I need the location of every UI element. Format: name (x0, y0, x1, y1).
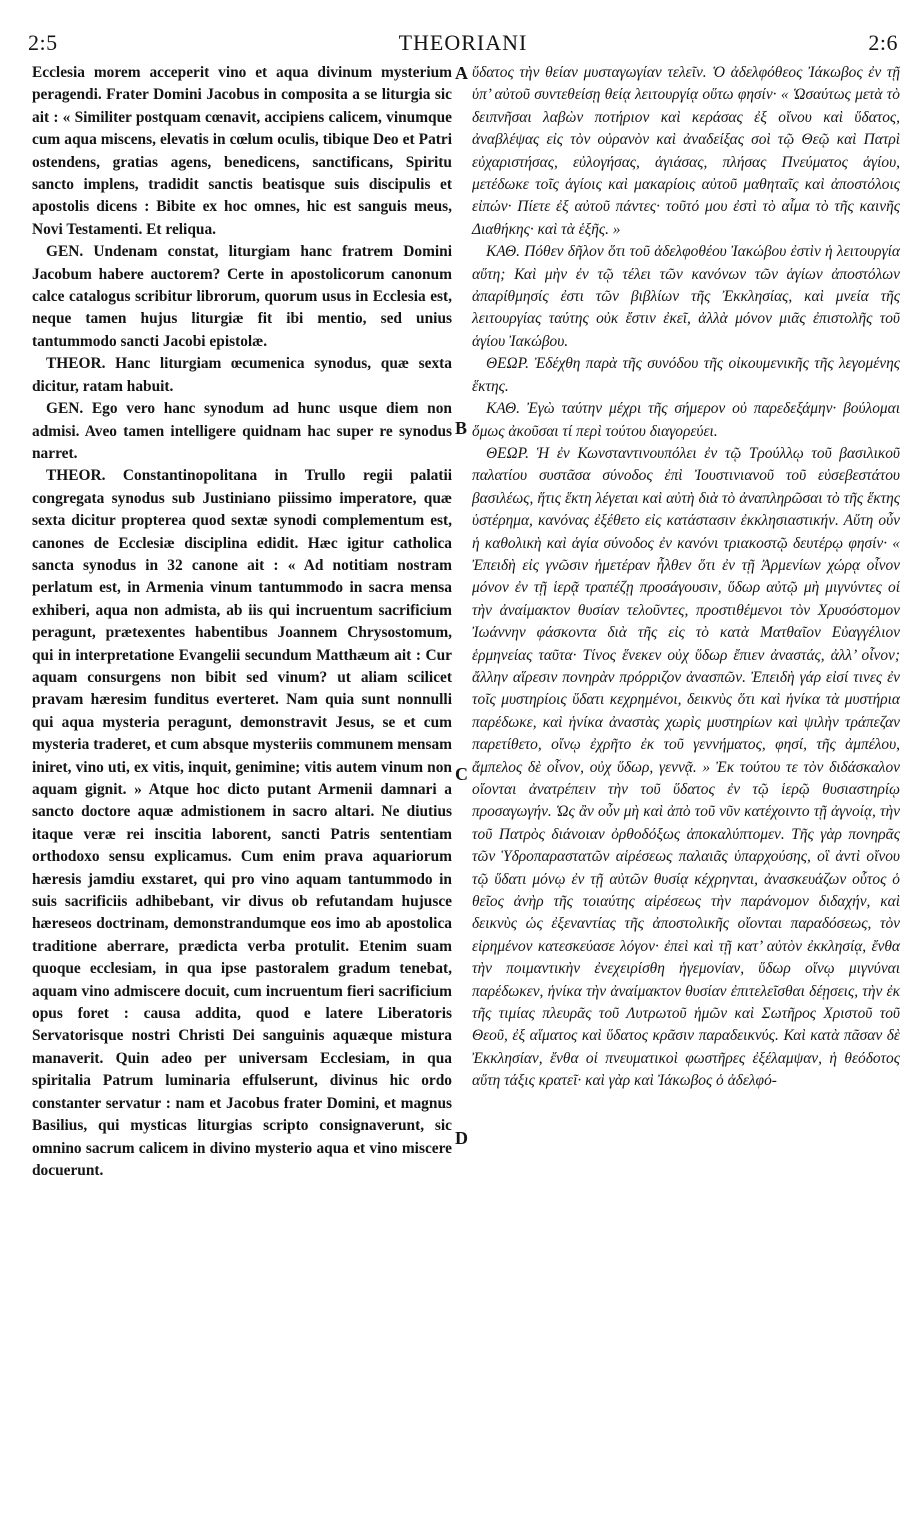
greek-paragraph: ΘΕΩΡ. Ἐδέχθη παρὰ τῆς συνόδου τῆς οἰκουμενικῆς τῆς λεγομένης ἕκτης. (472, 355, 900, 395)
running-title: THEORIANI (398, 30, 528, 55)
latin-paragraph: THEOR. Constantinopolitana in Trullo regii palatii congregata synodus sub Justiniano piissimo imperatore, quæ sexta dicitur propterea quod sextæ synodi complementum est, canones de Ecclesiæ disciplina edidit. Hæc igitur catholica sancta synodus in 32 canone ait : « Ad notitiam nostram perlatum est, in Armenia vinum tantummodo in sacra mensa exhiberi, aqua non admista, ab iis qui incruentum sacrificium peragunt, prætexentes habentibus Joannem Chrysostomum, qui in interpretatione Evangelii secundum Matthæum ait : Cur aquam consurgens non bibit sed vinum? ut aliam scilicet pravam hæresim funditus everteret. Nam quia sunt nonnulli qui aqua mysteria peragunt, demonstravit Jesus, se et cum mysteria traderet, et cum absque mysteriis communem mensam iniret, vino uti, ex vitis, inquit, genimine; vitis autem vinum non aquam gignit. » Atque hoc dicto putant Armenii damnari a sancto doctore aquæ admistionem in sacro altari. Ne diutius itaque veræ rei inscitia laborent, sancti Patris sententiam orthodoxo sensu explicamus. Cum enim prava aquariorum hæresis jamdiu exstaret, qui pro vino aquam tantummodo in suis sacrificiis adhibebant, vir divus ob refutandam hujusce hæreseos doctrinam, demonstrandumque eos imo ab apostolica traditione aberrare, prædicta verba protulit. Etenim suam quoque ecclesiam, in qua ipse pastoralem gradum tenebat, aquam vino admiscere docuit, cum incruentum fieri sacrificium opus foret : causa addita, quod e latere Liberatoris Servatorisque nostri Christi Dei sanguinis aquæque mistura manaverit. Quin adeo per universam Ecclesiam, in qua spiritalia Patrum luminaria effulserunt, divinus hic ordo constanter servatur : nam et Jacobus frater Domini, et magnus Basilius, qui mysticas liturgias scripto consignaverunt, sic omnino sacrum calicem in divino mysterio aqua et vino miscere docuerunt. (32, 467, 452, 1179)
greek-paragraph: ΚΑΘ. Πόθεν δῆλον ὅτι τοῦ ἀδελφοθέου Ἰακώβου ἐστὶν ἡ λειτουργία αὕτη; Καὶ μὴν ἐν τῷ τέλει τῶν κανόνων τῶν ἁγίων ἀποστόλων ἀπαρίθμησίς ἐστι τῶν βιβλίων τῆς Ἐκκλησίας, καὶ μνεία τῆς λειτουργίας ταύτης οὐκ ἔστιν ἐκεῖ, ἀλλὰ μόνον μιᾶς ἐπιστολῆς τοῦ ἁγίου Ἰακώβου. (472, 243, 900, 350)
latin-paragraph: GEN. Undenam constat, liturgiam hanc fratrem Domini Jacobum habere auctorem? Certe in apostolicorum canonum calce catalogus scribitur librorum, quorum usus in Ecclesia est, neque tamen hujus liturgiæ fit ibi mentio, sed unius tantummodo sancti Jacobi epistolæ. (32, 243, 452, 350)
margin-marker-a: A (455, 63, 468, 83)
page-number-right: 2:6 (868, 30, 898, 55)
greek-paragraph: ὕδατος τὴν θείαν μυσταγωγίαν τελεῖν. Ὁ ἀδελφόθεος Ἰάκωβος ἐν τῇ ὑπ’ αὐτοῦ συντεθείσῃ θείᾳ λειτουργίᾳ οὕτω φησίν· « Ὡσαύτως μετὰ τὸ δειπνῆσαι λαβὼν ποτήριον καὶ κεράσας ἐξ οἴνου καὶ ὕδατος, ἀναβλέψας εἰς τὸν οὐρανὸν καὶ ἀναδείξας σοὶ τῷ Θεῷ καὶ Πατρὶ εὐχαριστήσας, εὐλογήσας, ἁγιάσας, πλήσας Πνεύματος ἁγίου, μετέδωκε τοῖς ἁγίοις καὶ μακαρίοις αὐτοῦ μαθηταῖς καὶ ἀποστόλοις εἰπών· Πίετε ἐξ αὐτοῦ πάντες· τοῦτό μου ἐστὶ τὸ αἷμα τὸ τῆς καινῆς Διαθήκης· καὶ τὰ ἑξῆς. » (472, 64, 900, 238)
greek-paragraph: ΘΕΩΡ. Ἡ ἐν Κωνσταντινουπόλει ἐν τῷ Τρούλλῳ τοῦ βασιλικοῦ παλατίου συστᾶσα σύνοδος ἐπὶ Ἰουστινιανοῦ τοῦ εὐσεβεστάτου βασιλέως, ἥτις ἕκτη λέγεται καὶ αὐτὴ διὰ τὸ ἀναπληρῶσαι τὸ τῆς ἕκτης ὑστέρημα, κανόνας ἐξέθετο εἰς κατάστασιν ἐκκλησιαστικήν. Αὕτη οὖν ἡ καθολικὴ καὶ ἁγία σύνοδος ἐν κανόνι τριακοστῷ δευτέρῳ φησίν· « Ἐπειδὴ εἰς γνῶσιν ἡμετέραν ἦλθεν ὅτι ἐν τῇ Ἀρμενίων χώρᾳ οἶνον μόνον ἐν τῇ ἱερᾷ τραπέζῃ προσάγουσιν, ὕδωρ αὐτῷ μὴ μιγνύντες οἱ τὴν ἀναίμακτον θυσίαν τελοῦντες, προστιθέμενοι τὸν Χρυσόστομον Ἰωάννην φάσκοντα διὰ τῆς εἰς τὸ κατὰ Ματθαῖον Εὐαγγέλιον ἑρμηνείας ταῦτα· Τίνος ἕνεκεν οὐχ ὕδωρ ἔπιεν ἀναστάς, ἀλλ’ οἶνον; ἄλλην αἵρεσιν πονηρὰν πρόρριζον ἀνασπῶν. Ἐπειδὴ γάρ εἰσί τινες ἐν τοῖς μυστηρίοις ὕδατι κεχρημένοι, δεικνὺς ὅτι καὶ ἡνίκα τὰ μυστήρια παρέδωκε, καὶ ἡνίκα ἀναστὰς χωρὶς μυστηρίων καὶ ψιλὴν τράπεζαν παρετίθετο, οἴνῳ ἐχρῆτο ἐκ τοῦ γεννήματος, φησί, τῆς ἀμπέλου, ἄμπελος δὲ οἶνον, οὐχ ὕδωρ, γεννᾷ. » Ἐκ τούτου τε τὸν διδάσκαλον οἴονται ἀνατρέπειν τὴν τοῦ ὕδατος ἐν τῷ ἱερῷ θυσιαστηρίῳ προσαγωγήν. Ὡς ἂν οὖν μὴ καὶ ἀπὸ τοῦ νῦν κατέχοιντο τῇ ἀγνοίᾳ, τὴν τοῦ Πατρὸς διάνοιαν ὀρθοδόξως ἀποκαλύπτομεν. Τῆς γὰρ πονηρᾶς τῶν Ὑδροπαραστατῶν αἱρέσεως παλαιᾶς ὑπαρχούσης, οἳ ἀντὶ οἴνου τῷ ὕδατι μόνῳ ἐν τῇ αὐτῶν θυσίᾳ κέχρηνται, ἀνασκευάζων οὗτος ὁ θεῖος ἀνὴρ τῆς τοιαύτης αἱρέσεως τὴν παράνομον διδαχήν, καὶ δεικνὺς ὡς ἐξεναντίας τῆς ἀποστολικῆς οἴονται παραδόσεως, τὸν εἰρημένον κατεσκεύασε λόγον· ἐπεὶ καὶ τῇ κατ’ αὐτὸν ἐκκλησίᾳ, ἔνθα τὴν ποιμαντικὴν ἐνεχειρίσθη ἡγεμονίαν, ὕδωρ οἴνῳ μιγνύναι παρέδωκεν, ἡνίκα τὴν ἀναίμακτον θυσίαν ἐπιτελεῖσθαι δέῃσεις, τὴν ἐκ τῆς τιμίας πλευρᾶς τοῦ Λυτρωτοῦ ἡμῶν καὶ Σωτῆρος Χριστοῦ τοῦ Θεοῦ, ἐξ αἵματος καὶ ὕδατος κρᾶσιν παραδεικνύς. Καὶ κατὰ πᾶσαν δὲ Ἐκκλησίαν, ἔνθα οἱ πνευματικοὶ φωστῆρες ἐξέλαμψαν, ἡ θεόδοτος αὕτη τάξις κρατεῖ· καὶ γὰρ καὶ Ἰάκωβος ὁ ἀδελφό- (472, 444, 900, 1090)
latin-paragraph: Ecclesia morem acceperit vino et aqua divinum mysterium peragendi. Frater Domini Jacobus in composita a se liturgia sic ait : « Similiter postquam cœnavit, accipiens calicem, vinumque cum aqua miscens, elevatis in cœlum oculis, tibique Deo et Patri ostendens, gratias agens, benedicens, sanctificans, Spiritu sancto implens, tradidit sanctis beatisque suis discipulis et apostolis dicens : Bibite ex hoc omnes, hic est sanguis meus, Novi Testamenti. Et reliqua. (32, 64, 452, 238)
margin-marker-d: D (455, 1128, 468, 1148)
greek-paragraph: ΚΑΘ. Ἐγὼ ταύτην μέχρι τῆς σήμερον οὐ παρεδεξάμην· βούλομαι ὅμως ἀκοῦσαι τί περὶ τούτου διαγορεύει. (472, 400, 900, 440)
latin-column (32, 62, 452, 1182)
running-header (28, 30, 898, 60)
latin-paragraph: GEN. Ego vero hanc synodum ad hunc usque diem non admisi. Aveo tamen intelligere quidnam hac super re synodus narret. (32, 400, 452, 462)
page-number-left: 2:5 (28, 30, 58, 55)
margin-marker-b: B (455, 418, 468, 438)
greek-column (472, 62, 900, 1093)
margin-marker-c: C (455, 764, 468, 784)
latin-paragraph: THEOR. Hanc liturgiam œcumenica synodus, quæ sexta dicitur, ratam habuit. (32, 355, 452, 395)
